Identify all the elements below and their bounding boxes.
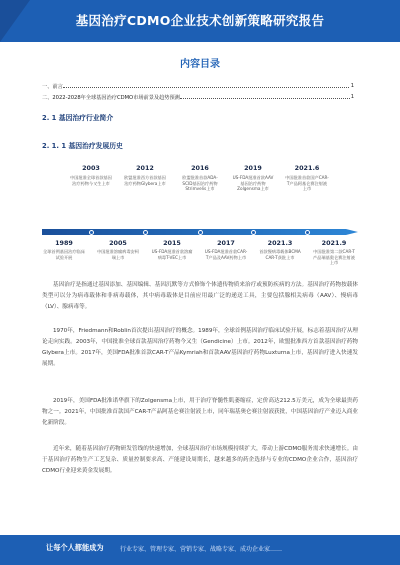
- timeline-year: 2019: [244, 164, 262, 172]
- timeline-year: 2017: [217, 239, 235, 247]
- timeline-description: 中国批准溶瘤病毒安柯瑞上市: [97, 249, 139, 260]
- timeline-year: 2016: [191, 164, 209, 172]
- section-heading: 2. 1 基因治疗行业简介: [42, 114, 114, 122]
- toc-leader: [180, 98, 354, 99]
- footer-tagline: 行业专家、管理专家、营销专家、战略专家、成功企业家……: [120, 546, 283, 553]
- toc-page-number: 1: [350, 94, 354, 100]
- timeline-description: 中国批准首款国产CAR-T产品阿基仑赛注射液上市: [285, 175, 329, 192]
- timeline-description: US-FDA批准首款CAR-T产品及AAV药物上市: [204, 249, 248, 260]
- toc-entry-label: 二、2022-2028年全球基因治疗CDMO市场前景及趋势预测: [42, 95, 180, 101]
- timeline-dot: [305, 230, 310, 235]
- timeline-description: 首款慢病毒载体BCMA CAR-T获批上市: [259, 249, 301, 260]
- timeline-year: 2021.6: [294, 164, 320, 172]
- timeline: [42, 160, 358, 272]
- timeline-description: 欧盟批准首款ADA-SCID基因治疗药物Strimvelis上市: [182, 175, 218, 192]
- body-paragraph: 基因治疗是指通过基因添加、基因编辑、基因沉默等方式修饰个体遗传物质来治疗或预防疾病的方法。基因治疗药物按载体类型可以分为病毒载体和非病毒载体，其中病毒载体是目前应用最广泛的递送工具，主要包括腺相关病毒（AAV）、慢病毒（LV）、腺病毒等。: [42, 282, 358, 310]
- body-paragraph: 近年来，随着基因治疗药物研发管线的快速增加，全球基因治疗市场规模持续扩大，带动上游CDMO服务需求快速增长。由于基因治疗药物生产工艺复杂、质量控制要求高、产能建设周期长，越来越多的药企选择与专业的CDMO企业合作，基因治疗CDMO行业迎来黄金发展期。: [42, 446, 358, 474]
- timeline-description: 中国批准第二款CAR-T产品瑞基奥仑赛注射液上市: [313, 249, 355, 266]
- report-title: 基因治疗CDMO企业技术创新策略研究报告: [75, 13, 325, 28]
- timeline-dot: [251, 230, 256, 235]
- subsection-heading: 2. 1. 1 基因治疗发展历史: [42, 142, 123, 150]
- timeline-year: 2005: [109, 239, 127, 247]
- timeline-description: US-FDA批准首款AAV基因治疗药物Zolgensma上市: [232, 175, 274, 192]
- timeline-dot: [89, 230, 94, 235]
- timeline-year: 2021.9: [321, 239, 347, 247]
- timeline-dot: [198, 230, 203, 235]
- timeline-year: 2021.3: [267, 239, 293, 247]
- timeline-year: 2012: [136, 164, 154, 172]
- timeline-dot: [143, 230, 148, 235]
- footer-slogan: 让每个人都能成为: [46, 543, 104, 552]
- toc-entry[interactable]: [42, 94, 354, 101]
- timeline-year: 2003: [82, 164, 100, 172]
- timeline-year: 1989: [55, 239, 73, 247]
- timeline-description: 中国批准全球首款基因治疗药物今又生上市: [70, 175, 112, 186]
- toc-title: 内容目录: [180, 59, 220, 70]
- toc-entry[interactable]: [42, 83, 354, 90]
- timeline-description: 欧盟批准西方首款基因治疗药物Glybera上市: [124, 175, 166, 186]
- toc-page-number: 1: [350, 83, 354, 89]
- page-header: [0, 0, 400, 42]
- body-paragraph: 2019年，美国FDA批准诺华旗下的Zolgensma上市，用于治疗脊髓性肌萎缩症，定价高达212.5万美元，成为全球最贵药物之一。2021年，中国批准首款国产CAR-T产品阿基仑赛注射液上市，同年瑞基奥仑赛注射液获批，中国基因治疗产业迈入商业化新阶段。: [42, 398, 358, 426]
- timeline-description: US-FDA批准首款溶瘤病毒T-VEC上市: [151, 249, 193, 260]
- page-footer: [0, 535, 400, 565]
- toc-leader: [63, 87, 354, 88]
- timeline-description: 全球首例基因治疗临床试验开展: [43, 249, 85, 260]
- toc-entry-label: 一、前言: [42, 84, 63, 90]
- timeline-year: 2015: [163, 239, 181, 247]
- body-paragraph: 1970年，Friedmann和Roblin首次提出基因治疗的概念。1989年，全球首例基因治疗临床试验开展，标志着基因治疗从理论走向实践。2003年，中国批准全球首款基因治疗药物今又生（Gendicine）上市。2012年，欧盟批准西方首款基因治疗药物Glybera上市。2017年，美国FDA批准首款CAR-T产品Kymriah和首款AAV基因治疗药物Luxturna上市，基因治疗进入快速发展期。: [42, 328, 358, 367]
